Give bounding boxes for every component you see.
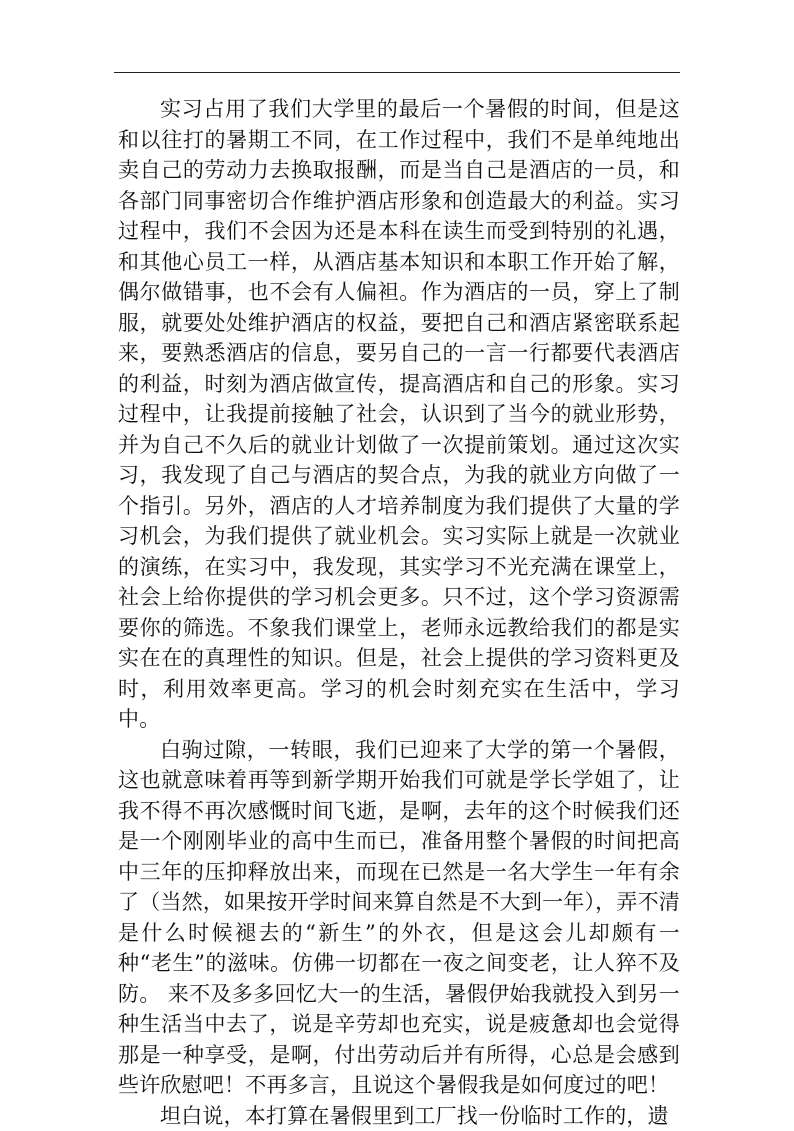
document-body [118,94,680,1131]
paragraph-internship-reflection: 实习占用了我们大学里的最后一个暑假的时间，但是这和以往打的暑期工不同，在工作过程中，我们不是单纯地出卖自己的劳动力去换取报酬，而是当自己是酒店的一员，和各部门同事密切合作维护酒店形象和创造最大的利益。实习过程中，我们不会因为还是本科在读生而受到特别的礼遇，和其他心员工一样，从酒店基本知识和本职工作开始了解，偶尔做错事，也不会有人偏袒。作为酒店的一员，穿上了制服，就要处处维护酒店的权益，要把自己和酒店紧密联系起来，要熟悉酒店的信息，要另自己的一言一行都要代表酒店的利益，时刻为酒店做宣传，提高酒店和自己的形象。实习过程中，让我提前接触了社会，认识到了当今的就业形势，并为自己不久后的就业计划做了一次提前策划。通过这次实习，我发现了自己与酒店的契合点，为我的就业方向做了一个指引。另外，酒店的人才培养制度为我们提供了大量的学习机会，为我们提供了就业机会。实习实际上就是一次就业的演练，在实习中，我发现，其实学习不光充满在课堂上，社会上给你提供的学习机会更多。只不过，这个学习资源需要你的筛选。不象我们课堂上，老师永远教给我们的都是实实在在的真理性的知识。但是，社会上提供的学习资料更及时，利用效率更高。学习的机会时刻充实在生活中，学习中。 [118,94,680,735]
header-rule [114,72,680,73]
paragraph-summer-vacation: 白驹过隙，一转眼，我们已迎来了大学的第一个暑假，这也就意味着再等到新学期开始我们可就是学长学姐了，让我不得不再次感慨时间飞逝，是啊，去年的这个时候我们还是一个刚刚毕业的高中生而已，准备用整个暑假的时间把高中三年的压抑释放出来，而现在已然是一名大学生一年有余了（当然，如果按开学时间来算自然是不大到一年），弄不清是什么时候褪去的“新生”的外衣，但是这会儿却颇有一种“老生”的滋味。仿佛一切都在一夜之间变老，让人猝不及防。 来不及多多回忆大一的生活，暑假伊始我就投入到另一种生活当中去了，说是辛劳却也充实，说是疲惫却也会觉得那是一种享受，是啊，付出劳动后并有所得，心总是会感到些许欣慰吧！不再多言，且说这个暑假我是如何度过的吧！ [118,735,680,1101]
paragraph-factory-job: 坦白说，本打算在暑假里到工厂找一份临时工作的，遗 [118,1101,680,1131]
